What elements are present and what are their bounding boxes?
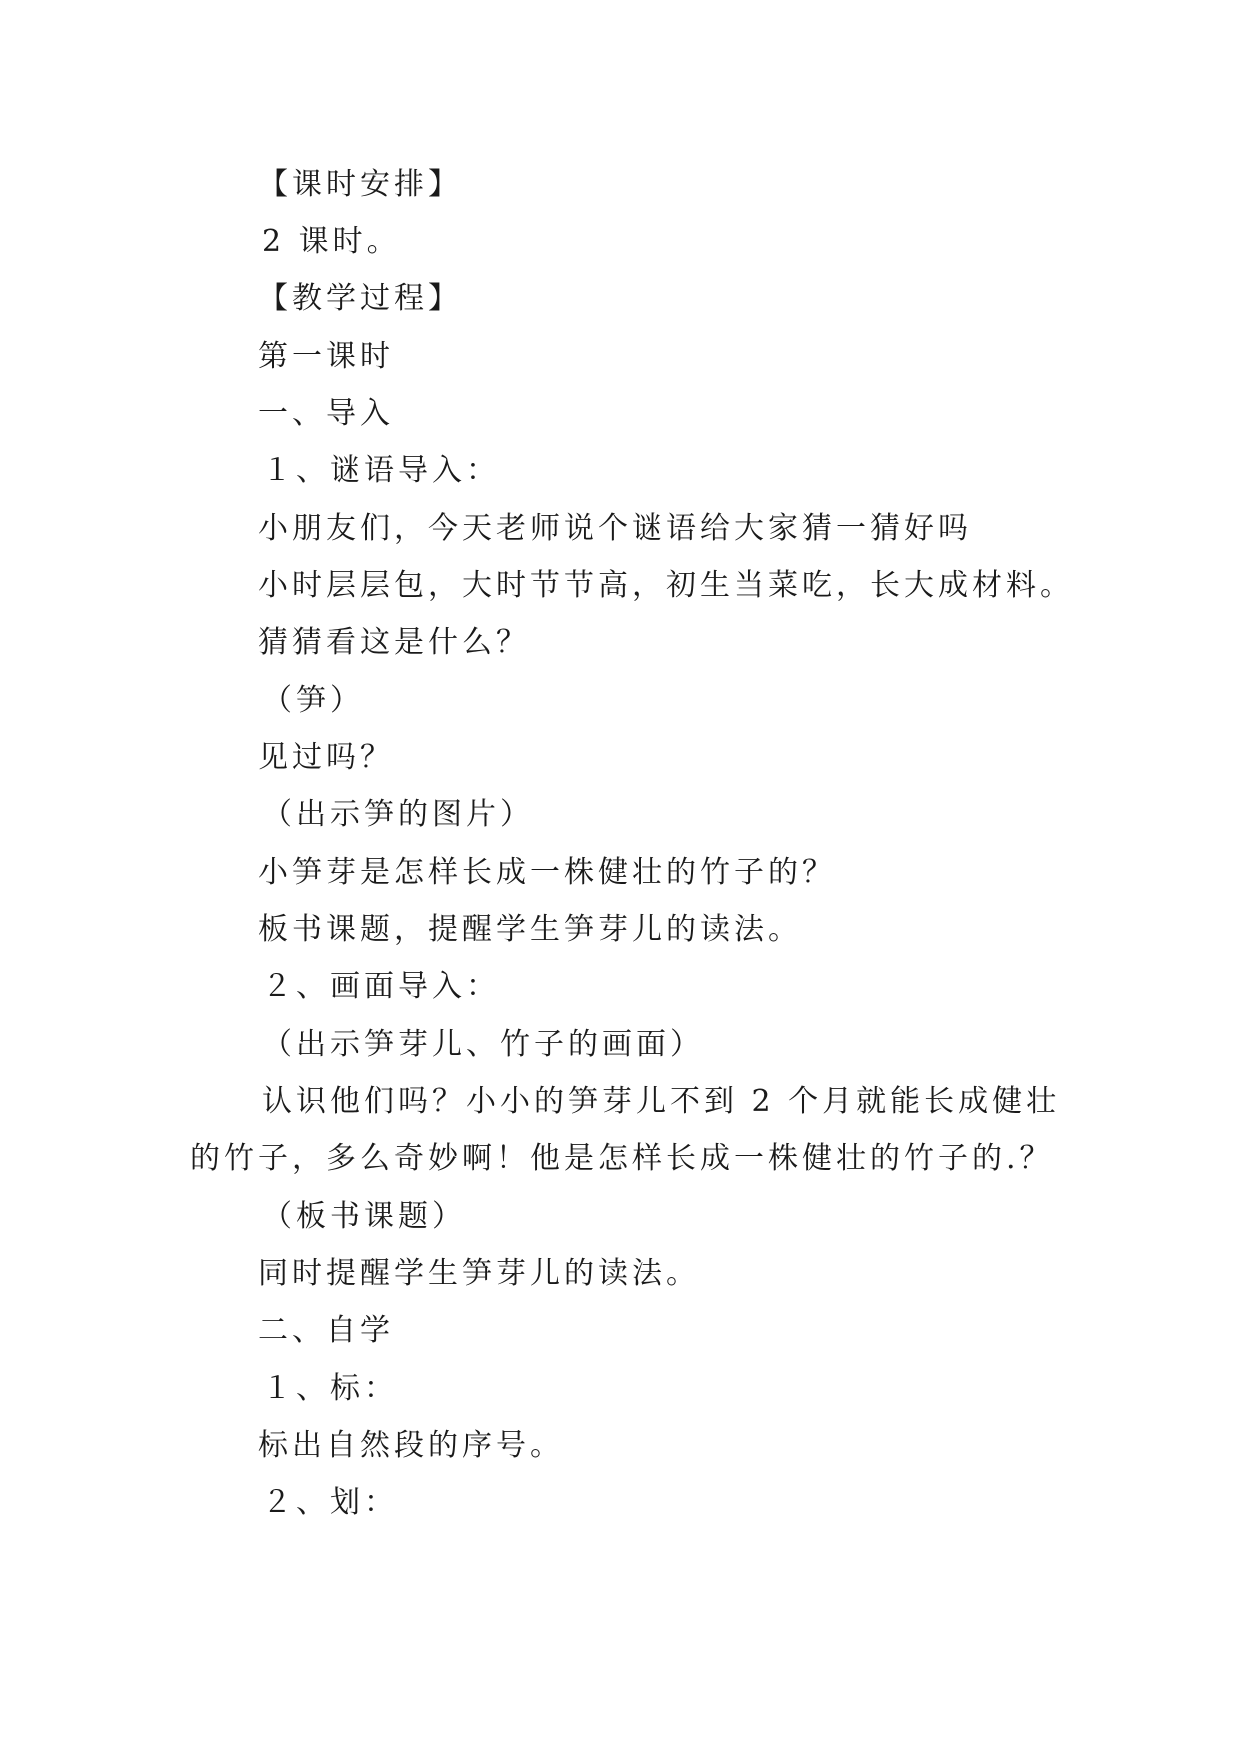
paragraph: 小笋芽是怎样长成一株健壮的竹子的？ [258, 855, 836, 890]
paragraph: 板书课题，提醒学生笋芽儿的读法。 [258, 912, 802, 947]
list-item-mark: １、标： [262, 1371, 398, 1406]
list-item-underline: ２、划： [262, 1485, 398, 1520]
paragraph: 2 课时。 [262, 224, 401, 259]
paragraph: 小时层层包，大时节节高，初生当菜吃，长大成材料。 [258, 568, 1074, 603]
section-heading-schedule: 【课时安排】 [258, 167, 462, 202]
subheading-self-study: 二、自学 [258, 1313, 394, 1348]
subheading-intro: 一、导入 [258, 396, 394, 431]
section-heading-process: 【教学过程】 [258, 281, 462, 316]
list-item-riddle: １、谜语导入： [262, 453, 500, 488]
paragraph: 认识他们吗？小小的笋芽儿不到 2 个月就能长成健壮 [262, 1084, 1061, 1119]
paragraph: （笋） [262, 683, 364, 718]
paragraph: （出示笋芽儿、竹子的画面） [262, 1027, 704, 1062]
list-item-picture: ２、画面导入： [262, 969, 500, 1004]
paragraph: 猜猜看这是什么？ [258, 625, 530, 660]
paragraph: 见过吗？ [258, 740, 394, 775]
subheading-lesson-one: 第一课时 [258, 339, 394, 374]
paragraph: （出示笋的图片） [262, 797, 534, 832]
paragraph: （板书课题） [262, 1199, 466, 1234]
paragraph: 的竹子，多么奇妙啊！他是怎样长成一株健壮的竹子的.？ [190, 1141, 1054, 1176]
paragraph: 标出自然段的序号。 [258, 1428, 564, 1463]
paragraph: 小朋友们，今天老师说个谜语给大家猜一猜好吗 [258, 511, 972, 546]
paragraph: 同时提醒学生笋芽儿的读法。 [258, 1256, 700, 1291]
